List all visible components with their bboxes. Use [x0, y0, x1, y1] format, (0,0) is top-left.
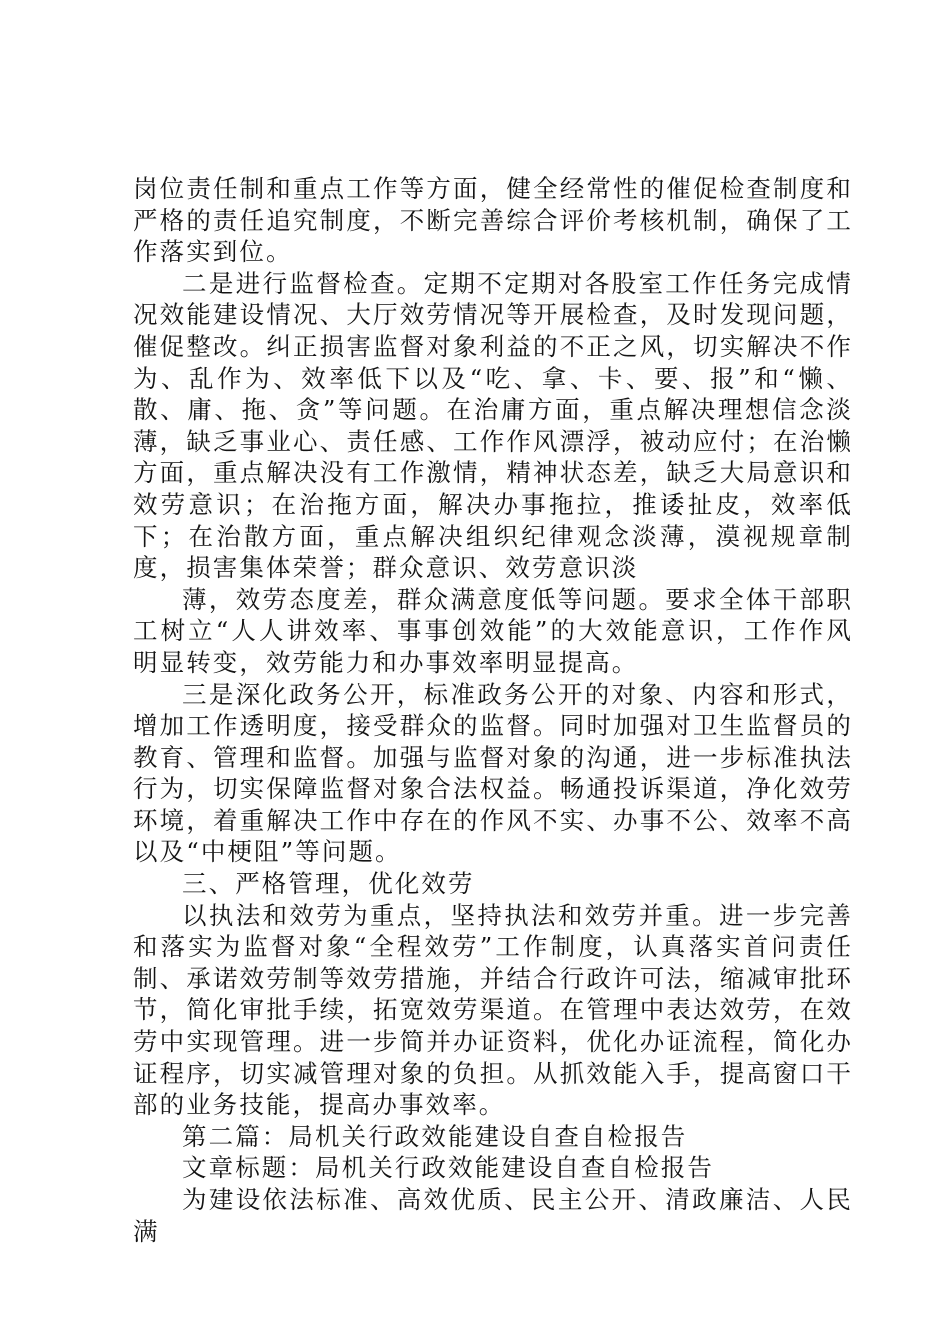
paragraph: 为建设依法标准、高效优质、民主公开、清政廉洁、人民满 — [133, 1185, 853, 1246]
paragraph: 二是进行监督检查。定期不定期对各股室工作任务完成情况效能建设情况、大厅效劳情况等开展检查，及时发现问题，催促整改。纠正损害监督对象利益的不正之风，切实解决不作为、乱作为、效率低下以及“吃、拿、卡、要、报”和“懒、散、庸、拖、贪”等问题。在治庸方面，重点解决理想信念淡薄，缺乏事业心、责任感、工作作风漂浮，被动应付；在治懒方面，重点解决没有工作激情，精神状态差，缺乏大局意识和效劳意识；在治拖方面，解决办事拖拉，推诿扯皮，效率低下；在治散方面，重点解决组织纪律观念淡薄，漠视规章制度，损害集体荣誉；群众意识、效劳意识淡 — [133, 268, 853, 583]
chapter-heading: 第二篇：局机关行政效能建设自查自检报告 — [182, 1121, 688, 1151]
paragraph: 岗位责任制和重点工作等方面，健全经常性的催促检查制度和严格的责任追究制度，不断完善综合评价考核机制，确保了工作落实到位。 — [133, 174, 853, 267]
paragraph: 薄，效劳态度差，群众满意度低等问题。要求全体干部职工树立“人人讲效率、事事创效能”的大效能意识，工作作风明显转变，效劳能力和办事效率明显提高。 — [133, 584, 853, 677]
paragraph: 三是深化政务公开，标准政务公开的对象、内容和形式，增加工作透明度，接受群众的监督。同时加强对卫生监督员的教育、管理和监督。加强与监督对象的沟通，进一步标准执法行为，切实保障监督对象合法权益。畅通投诉渠道，净化效劳环境，着重解决工作中存在的作风不实、办事不公、效率不高以及“中梗阻”等问题。 — [133, 679, 853, 867]
paragraph: 以执法和效劳为重点，坚持执法和效劳并重。进一步完善和落实为监督对象“全程效劳”工作制度，认真落实首问责任制、承诺效劳制等效劳措施，并结合行政许可法，缩减审批环节，简化审批手续，拓宽效劳渠道。在管理中表达效劳，在效劳中实现管理。进一步简并办证资料，优化办证流程，简化办证程序，切实减管理对象的负担。从抓效能入手，提高窗口干部的业务技能，提高办事效率。 — [133, 900, 853, 1120]
article-title-line: 文章标题：局机关行政效能建设自查自检报告 — [182, 1153, 714, 1183]
document-body — [133, 173, 853, 1247]
section-heading: 三、严格管理，优化效劳 — [182, 869, 475, 899]
